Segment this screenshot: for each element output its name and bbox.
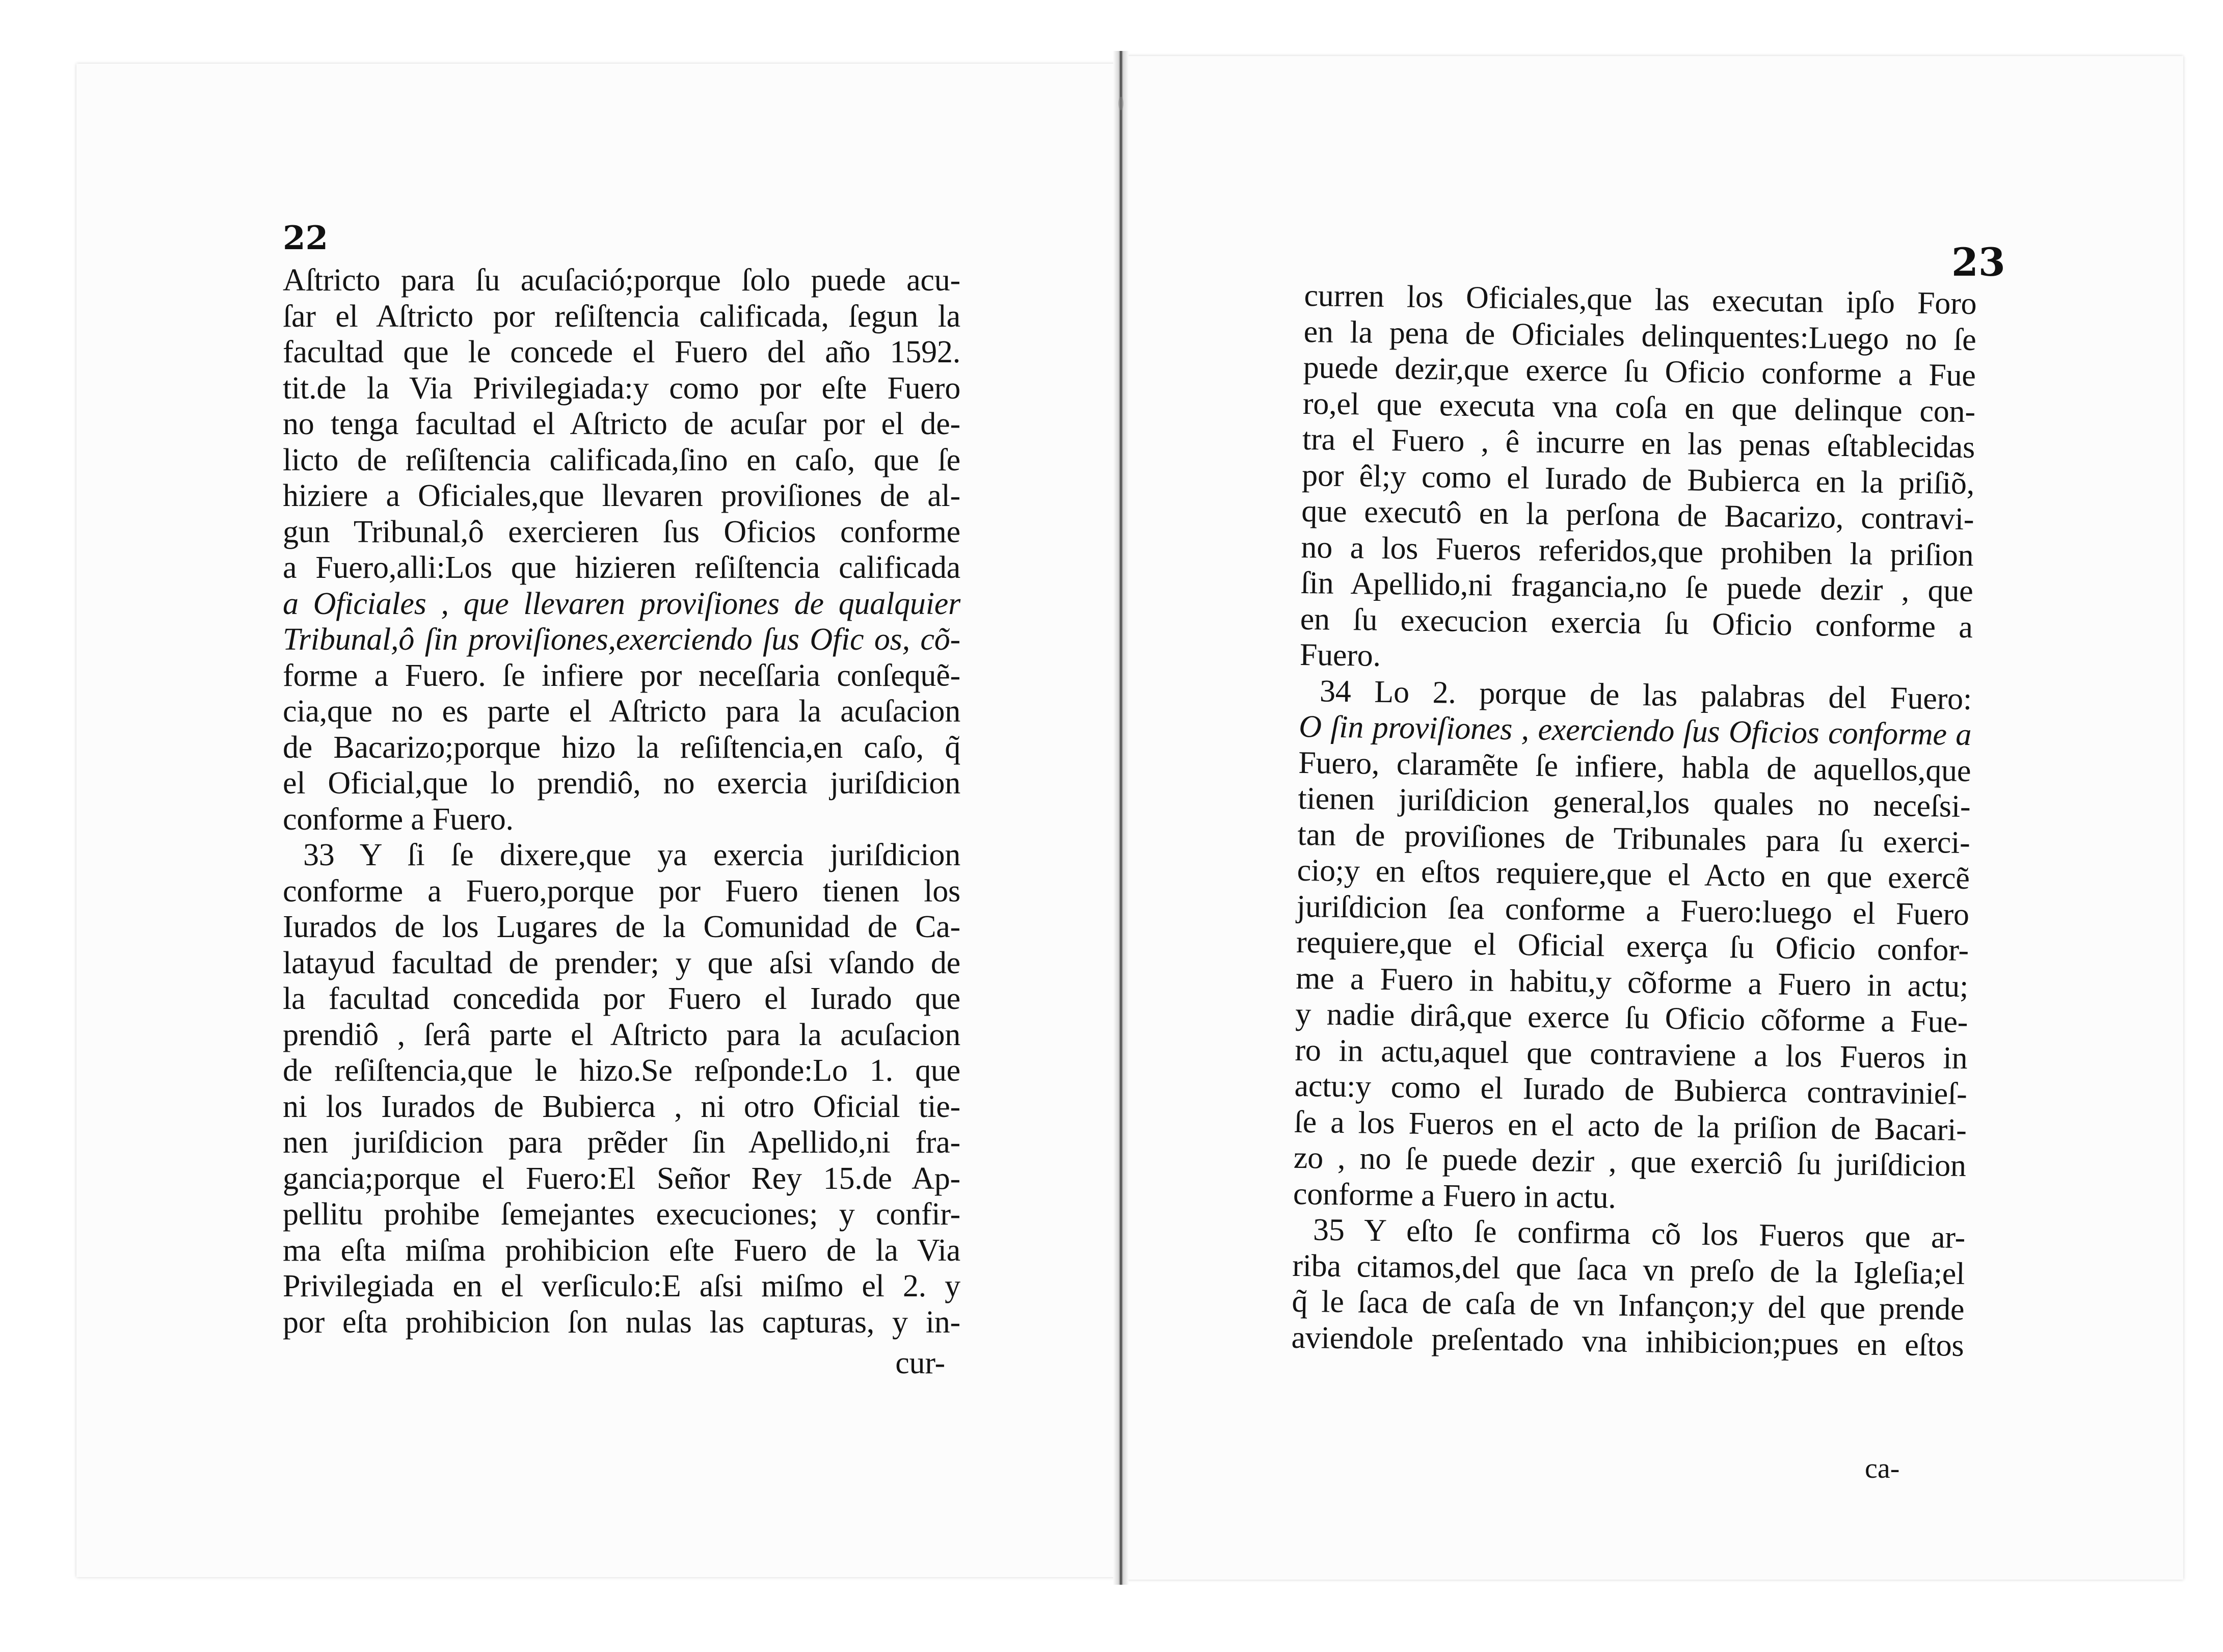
text-line: juriſdicion ſea conforme a Fuero:luego el Fuero <box>1296 889 1970 932</box>
text-line: aviendole preſentado vna inhibicion;pues en eſtos <box>1291 1320 1964 1363</box>
text-line: de reſiſtencia,que le hizo.Se reſponde:Lo 1. que <box>283 1053 960 1088</box>
text-line: latayud facultad de prender; y que aſsi vſando de <box>283 945 960 980</box>
text-line: ma eſta miſma prohibicion eſte Fuero de la Via <box>283 1233 960 1268</box>
text-line: a Oficiales , que llevaren proviſiones de qualquier <box>283 586 960 621</box>
text-line: actu:y como el Iurado de Bubierca contravinieſ- <box>1294 1068 1967 1112</box>
text-line: a Fuero,alli:Los que hizieren reſiſtencia calificada <box>283 550 960 585</box>
text-line: curren los Oficiales,que las executan ipſo Foro <box>1304 278 1977 322</box>
text-line: pellitu prohibe ſemejantes execuciones; y confir- <box>283 1197 960 1232</box>
text-line: en ſu execucion exercia ſu Oficio conforme a <box>1300 601 1973 645</box>
text-line: requiere,que el Oficial exerça ſu Oficio confor- <box>1296 924 1969 968</box>
catchword-left: cur- <box>895 1346 945 1380</box>
text-line: conforme a Fuero in actu. <box>1293 1176 1617 1215</box>
text-line: no tenga facultad el Aſtricto de acuſar por el de- <box>283 407 960 441</box>
text-line: que executô en la perſona de Bacarizo, contravi- <box>1301 493 1974 537</box>
text-line: me a Fuero in habitu,y cõforme a Fuero in actu; <box>1295 961 1969 1004</box>
text-line: ro in actu,aquel que contraviene a los Fueros in <box>1295 1032 1968 1076</box>
text-line: forme a Fuero. ſe infiere por neceſſaria conſequẽ- <box>283 658 960 693</box>
text-line: riba citamos,del que ſaca vn preſo de la Igleſia;el <box>1292 1248 1965 1291</box>
text-line: conforme a Fuero,porque por Fuero tienen los <box>283 873 960 909</box>
text-line: O ſin proviſiones , exerciendo ſus Oficios conforme a <box>1298 709 1972 753</box>
text-line: cia,que no es parte el Aſtricto para la acuſacion <box>283 694 960 729</box>
text-line: facultad que le concede el Fuero del año 1592. <box>283 335 960 369</box>
text-line: tra el Fuero , ê incurre en las penas eſtablecidas <box>1302 421 1975 465</box>
text-line: conforme a Fuero. <box>283 802 514 837</box>
text-line: ni los Iurados de Bubierca , ni otro Oficial tie- <box>283 1089 960 1124</box>
text-line: puede dezir,que exerce ſu Oficio conforme a Fue <box>1303 350 1976 393</box>
text-line: licto de reſiſtencia calificada,ſino en caſo, que ſe <box>283 442 960 477</box>
book-gutter <box>1113 51 1129 1585</box>
left-page-text <box>283 262 960 1381</box>
text-line: por êl;y como el Iurado de Bubierca en la priſiõ, <box>1301 458 1975 501</box>
text-line: Tribunal,ô ſin proviſiones,exerciendo ſus Ofic os, cõ- <box>283 622 960 657</box>
page-number-left: 22 <box>283 219 329 257</box>
right-page-text <box>1291 278 1977 1364</box>
text-line: en la pena de Oficiales delinquentes:Luego no ſe <box>1303 314 1977 357</box>
text-line: tit.de la Via Privilegiada:y como por eſte Fuero <box>283 370 960 406</box>
text-line: ro,el que executa vna coſa en que delinque con- <box>1302 386 1976 429</box>
text-line: Fuero. <box>1299 637 1381 673</box>
text-line: Fuero, claramẽte ſe infiere, habla de aquellos,que <box>1298 745 1971 788</box>
ink-smudge <box>1118 97 1123 110</box>
paragraph-start-35: 35 Y eſto ſe confirma cõ los Fueros que ar- <box>1313 1212 1966 1255</box>
paragraph-start-33: 33 Y ſi ſe dixere,que ya exercia juriſdicion <box>303 838 960 872</box>
text-line: Aſtricto para ſu acuſació;porque ſolo puede acu- <box>283 263 960 298</box>
text-line: tan de proviſiones de Tribunales para ſu exerci- <box>1297 817 1970 860</box>
paragraph-start-34: 34 Lo 2. porque de las palabras del Fuero: <box>1319 673 1972 716</box>
text-line: cio;y en eſtos requiere,que el Acto en que exercẽ <box>1297 852 1970 896</box>
text-line: hiziere a Oficiales,que llevaren proviſiones de al- <box>283 478 960 513</box>
text-line: Privilegiada en el verſiculo:E aſsi miſmo el 2. y <box>283 1269 960 1303</box>
text-line: la facultad concedida por Fuero el Iurado que <box>283 981 960 1016</box>
text-line: el Oficial,que lo prendiô, no exercia juriſdicion <box>283 766 960 801</box>
text-line: gancia;porque el Fuero:El Señor Rey 15.de Ap- <box>283 1161 960 1196</box>
text-line: por eſta prohibicion ſon nulas las capturas, y in- <box>283 1304 960 1340</box>
catchword-right: ca- <box>1865 1453 1900 1484</box>
text-line: ſar el Aſtricto por reſiſtencia calificada, ſegun la <box>283 299 960 334</box>
text-line: y nadie dirâ,que exerce ſu Oficio cõforme a Fue- <box>1295 996 1968 1040</box>
text-line: no a los Fueros referidos,que prohiben la priſion <box>1301 529 1974 573</box>
text-line: zo , no ſe puede dezir , que exerciô ſu juriſdicion <box>1293 1140 1967 1183</box>
text-line: ſe a los Fueros en el acto de la priſion de Bacari- <box>1294 1104 1967 1148</box>
text-line: prendiô , ſerâ parte el Aſtricto para la acuſacion <box>283 1017 960 1052</box>
text-line: nen juriſdicion para prẽder ſin Apellido,ni fra- <box>283 1125 960 1160</box>
page-number-right: 23 <box>1951 239 2005 285</box>
text-line: q̃ le ſaca de caſa de vn Infançon;y del que prende <box>1292 1284 1965 1327</box>
text-line: gun Tribunal,ô exercieren ſus Oficios conforme <box>283 514 960 549</box>
text-line: de Bacarizo;porque hizo la reſiſtencia,en caſo, q̃ <box>283 730 960 765</box>
text-line: Iurados de los Lugares de la Comunidad de Ca- <box>283 910 960 944</box>
text-line: tienen juriſdicion general,los quales no neceſsi- <box>1298 781 1971 824</box>
text-line: ſin Apellido,ni fragancia,no ſe puede dezir , que <box>1300 565 1973 609</box>
